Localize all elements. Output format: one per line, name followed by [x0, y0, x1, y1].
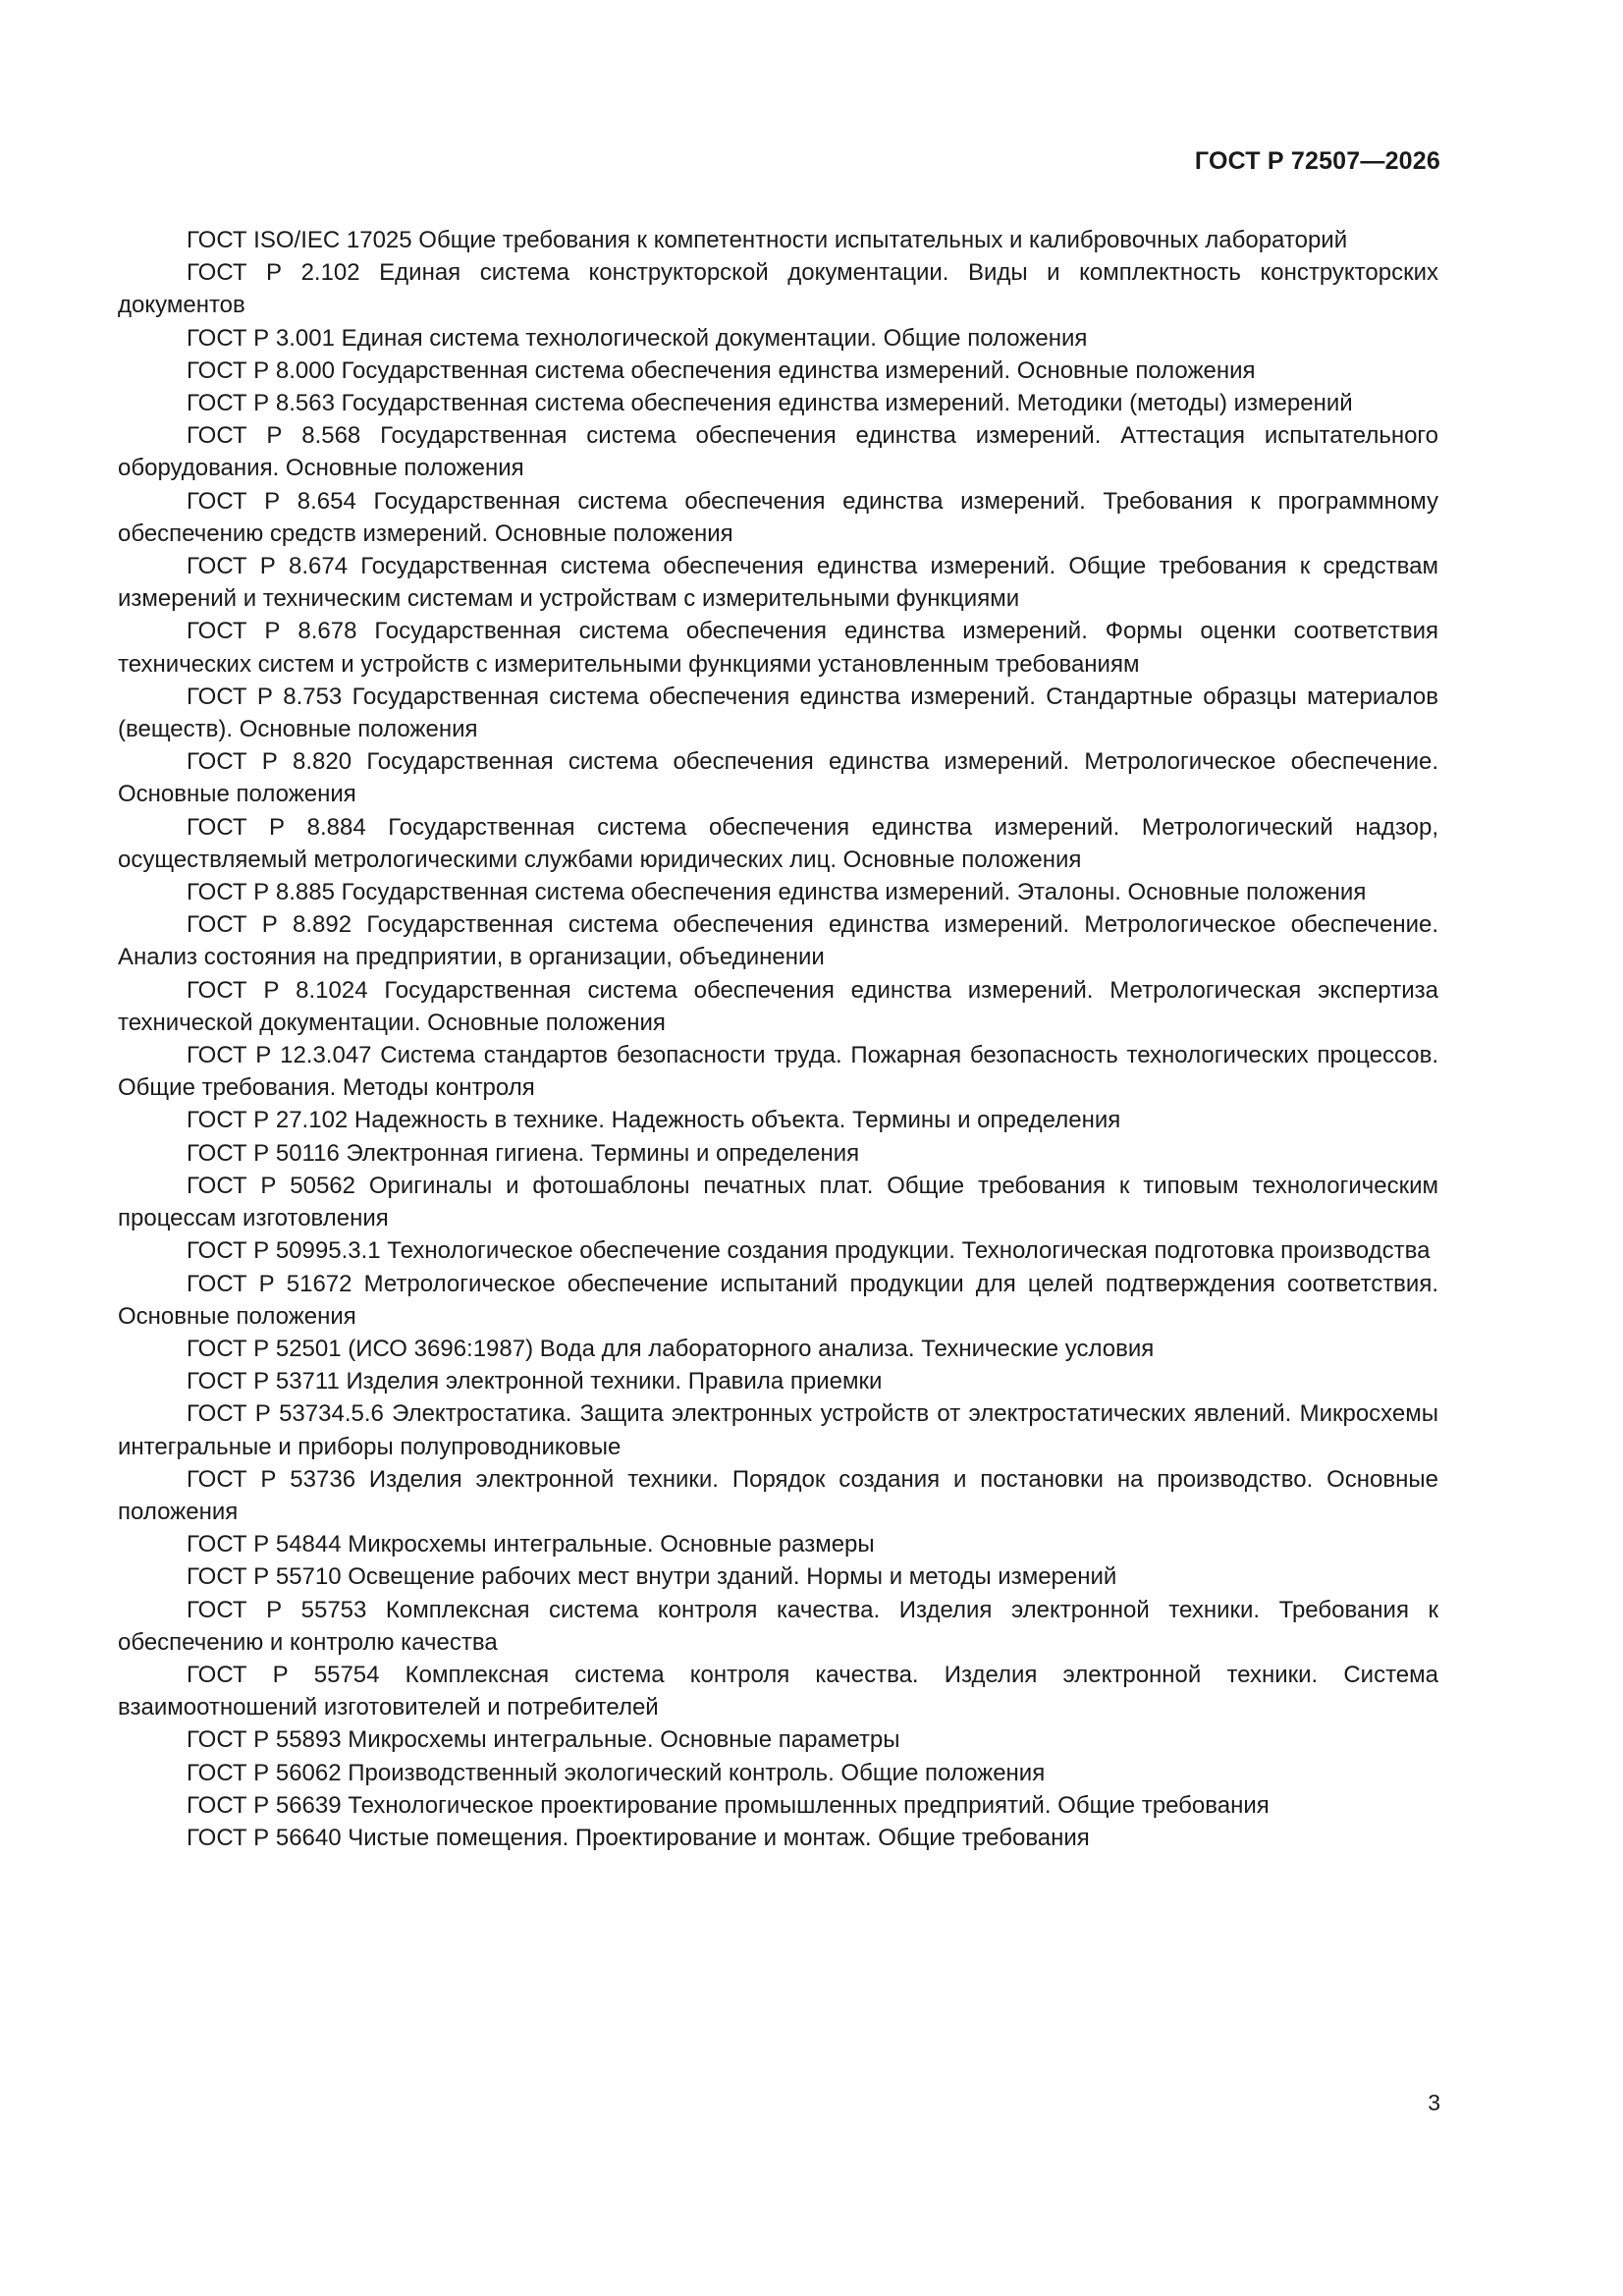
- page-number: 3: [1428, 2090, 1440, 2115]
- reference-item: ГОСТ Р 53711 Изделия электронной техники. Правила приемки: [187, 1368, 883, 1395]
- reference-item: ГОСТ ISO/IEC 17025 Общие требования к компетентности испытательных и калибровочных лабораторий: [187, 227, 1348, 253]
- document-standard-id: ГОСТ Р 72507—2026: [1194, 147, 1440, 175]
- reference-item: ГОСТ Р 8.753 Государственная система обеспечения единства измерений. Стандартные образцы материалов (веществ). Основные положения: [118, 683, 1438, 743]
- reference-item: ГОСТ Р 50116 Электронная гигиена. Термины и определения: [187, 1139, 860, 1167]
- reference-item: ГОСТ Р 8.1024 Государственная система обеспечения единства измерений. Метрологическая экспертиза технической документации. Основные положения: [118, 976, 1438, 1036]
- normative-references-list: [118, 224, 1438, 1854]
- reference-item: ГОСТ Р 55710 Освещение рабочих мест внутри зданий. Нормы и методы измерений: [187, 1563, 1117, 1591]
- reference-item: ГОСТ Р 27.102 Надежность в технике. Надежность объекта. Термины и определения: [187, 1107, 1121, 1134]
- reference-item: ГОСТ Р 53734.5.6 Электростатика. Защита электронных устройств от электростатических явлений. Микросхемы интегральные и приборы полупроводниковые: [118, 1400, 1438, 1460]
- reference-item: ГОСТ Р 56640 Чистые помещения. Проектирование и монтаж. Общие требования: [187, 1824, 1090, 1851]
- reference-item: ГОСТ Р 50562 Оригиналы и фотошаблоны печатных плат. Общие требования к типовым технологическим процессам изготовления: [118, 1172, 1438, 1232]
- reference-item: ГОСТ Р 8.654 Государственная система обеспечения единства измерений. Требования к программному обеспечению средств измерений. Основные положения: [118, 487, 1438, 547]
- reference-item: ГОСТ Р 56062 Производственный экологический контроль. Общие положения: [187, 1759, 1046, 1786]
- reference-item: ГОСТ Р 55754 Комплексная система контроля качества. Изделия электронной техники. Система взаимоотношений изготовителей и потребителей: [118, 1661, 1438, 1722]
- reference-item: ГОСТ Р 8.000 Государственная система обеспечения единства измерений. Основные положения: [187, 356, 1256, 384]
- reference-item: ГОСТ Р 50995.3.1 Технологическое обеспечение создания продукции. Технологическая подготовка производства: [187, 1237, 1431, 1265]
- reference-item: ГОСТ Р 8.884 Государственная система обеспечения единства измерений. Метрологический надзор, осуществляемый метрологическими службами юридических лиц. Основные положения: [118, 813, 1438, 873]
- reference-item: ГОСТ Р 8.820 Государственная система обеспечения единства измерений. Метрологическое обеспечение. Основные положения: [118, 748, 1438, 808]
- reference-item: ГОСТ Р 55893 Микросхемы интегральные. Основные параметры: [187, 1726, 900, 1754]
- reference-item: ГОСТ Р 8.892 Государственная система обеспечения единства измерений. Метрологическое обеспечение. Анализ состояния на предприятии, в организации, объединении: [118, 911, 1438, 971]
- reference-item: ГОСТ Р 8.678 Государственная система обеспечения единства измерений. Формы оценки соответствия технических систем и устройств с измерительными функциями установленным требованиям: [118, 618, 1438, 678]
- reference-item: ГОСТ Р 2.102 Единая система конструкторской документации. Виды и комплектность конструкторских документов: [118, 259, 1438, 319]
- reference-item: ГОСТ Р 55753 Комплексная система контроля качества. Изделия электронной техники. Требования к обеспечению и контролю качества: [118, 1596, 1438, 1656]
- reference-item: ГОСТ Р 54844 Микросхемы интегральные. Основные размеры: [187, 1531, 875, 1558]
- reference-item: ГОСТ Р 53736 Изделия электронной техники. Порядок создания и постановки на производство. Основные положения: [118, 1465, 1438, 1525]
- reference-item: ГОСТ Р 8.568 Государственная система обеспечения единства измерений. Аттестация испытательного оборудования. Основные положения: [118, 422, 1438, 482]
- reference-item: ГОСТ Р 8.674 Государственная система обеспечения единства измерений. Общие требования к средствам измерений и техническим системам и устройствам с измерительными функциями: [118, 553, 1438, 613]
- reference-item: ГОСТ Р 52501 (ИСО 3696:1987) Вода для лабораторного анализа. Технические условия: [187, 1335, 1155, 1362]
- reference-item: ГОСТ Р 8.563 Государственная система обеспечения единства измерений. Методики (методы) измерений: [187, 390, 1353, 417]
- reference-item: ГОСТ Р 3.001 Единая система технологической документации. Общие положения: [187, 324, 1088, 352]
- reference-item: ГОСТ Р 56639 Технологическое проектирование промышленных предприятий. Общие требования: [187, 1791, 1270, 1819]
- reference-item: ГОСТ Р 8.885 Государственная система обеспечения единства измерений. Эталоны. Основные положения: [187, 879, 1367, 906]
- reference-item: ГОСТ Р 51672 Метрологическое обеспечение испытаний продукции для целей подтверждения соответствия. Основные положения: [118, 1270, 1438, 1330]
- reference-item: ГОСТ Р 12.3.047 Система стандартов безопасности труда. Пожарная безопасность технологических процессов. Общие требования. Методы контроля: [118, 1042, 1438, 1102]
